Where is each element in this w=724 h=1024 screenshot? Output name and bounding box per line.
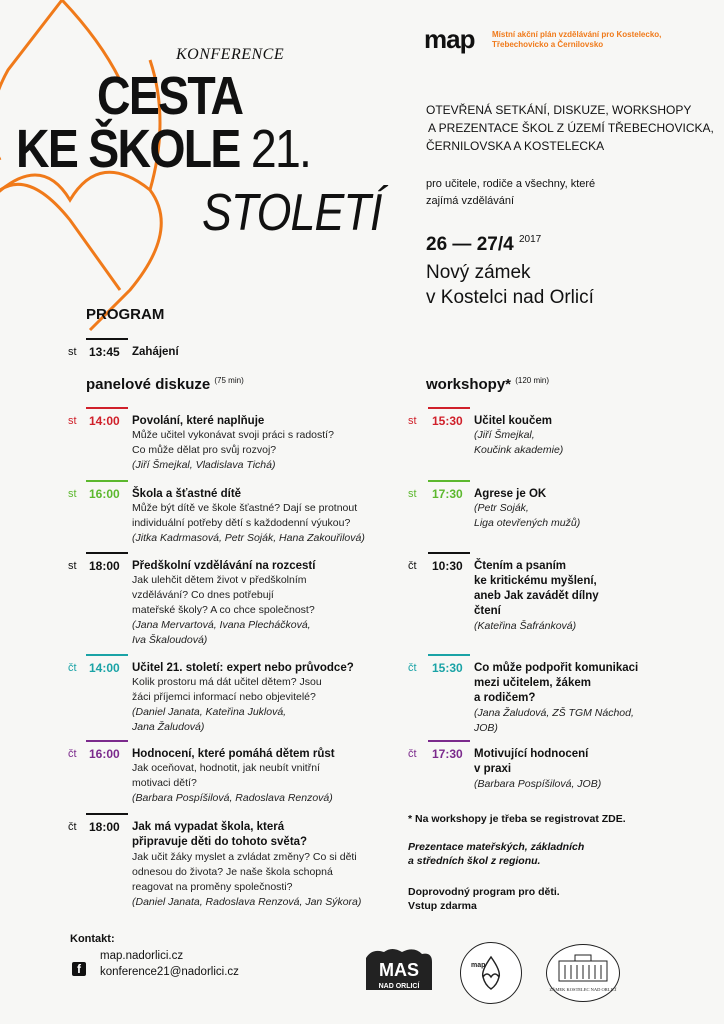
workshop-bar — [428, 480, 470, 482]
workshop-day: st — [408, 488, 417, 500]
panel-bar — [86, 813, 128, 815]
workshop-author-line: (Barbara Pospíšilová, JOB) — [474, 778, 602, 790]
panel-bar — [86, 552, 128, 554]
workshop-authors — [474, 706, 634, 736]
panel-title-line: připravuje děti do tohoto světa? — [132, 836, 308, 848]
workshop-title: Učitel koučem — [474, 415, 552, 427]
workshops-heading — [426, 376, 549, 393]
workshop-authors — [474, 619, 576, 634]
workshop-title — [474, 661, 638, 706]
contact-web-link[interactable]: map.nadorlici.cz — [100, 950, 184, 962]
opening-label: Zahájení — [132, 346, 179, 358]
intro-text — [426, 101, 716, 155]
panel-desc-line: odnesou do života? Je naše škola schopná — [132, 866, 333, 878]
workshop-author-line: (Jana Žaludová, ZŠ TGM Náchod, — [474, 707, 634, 719]
title-line-2-bold: KE ŠKOLE — [16, 119, 240, 179]
venue — [426, 260, 686, 310]
panel-bar — [86, 407, 128, 409]
workshop-bar — [428, 654, 470, 656]
workshop-author-line: Liga otevřených mužů) — [474, 517, 581, 529]
workshop-day: čt — [408, 662, 417, 674]
workshop-day: čt — [408, 560, 417, 572]
venue-line-2: v Kostelci nad Orlicí — [426, 287, 594, 308]
workshop-title-line: Co může podpořit komunikaci — [474, 662, 639, 674]
panel-title: Hodnocení, které pomáhá dětem růst — [132, 748, 335, 760]
panel-authors: (Jitka Kadrmasová, Petr Soják, Hana Zakouřilová) — [132, 532, 365, 544]
workshop-authors — [474, 501, 580, 531]
panels-heading — [86, 376, 244, 393]
panel-time: 14:00 — [89, 661, 120, 675]
panel-desc-line: motivaci dětí? — [132, 777, 197, 789]
workshop-day: st — [408, 415, 417, 427]
opening-time: 13:45 — [89, 345, 120, 359]
panel-time: 16:00 — [89, 747, 120, 761]
workshop-authors — [474, 777, 601, 792]
workshop-title-line: Motivující hodnocení — [474, 748, 589, 760]
workshop-title-line: aneb Jak zavádět dílny — [474, 590, 599, 602]
workshop-title-line: a rodičem? — [474, 692, 536, 704]
panel-desc-line: Jak oceňovat, hodnotit, jak neubít vnitřní — [132, 762, 320, 774]
panel-day: čt — [68, 748, 77, 760]
workshops-title: workshopy* — [426, 376, 512, 393]
panel-description — [132, 675, 322, 735]
panel-desc-line: Může učitel vykonávat svoji práci s radostí? — [132, 429, 334, 441]
registration-note[interactable] — [408, 812, 626, 826]
registration-text[interactable]: * Na workshopy je třeba se registrovat ZDE. — [408, 813, 626, 825]
heart-drop-icon — [461, 943, 521, 1003]
intro-line-1: OTEVŘENÁ SETKÁNÍ, DISKUZE, WORKSHOPY — [426, 103, 692, 117]
panel-description — [132, 761, 333, 806]
panel-authors: (Daniel Janata, Kateřina Juklová, — [132, 706, 287, 718]
panel-title: Škola a šťastné dítě — [132, 488, 242, 500]
panels-title: panelové diskuze — [86, 376, 211, 393]
panel-title: Učitel 21. století: expert nebo průvodce? — [132, 662, 354, 674]
panel-title — [132, 820, 307, 850]
panel-bar — [86, 654, 128, 656]
side-program-note — [408, 885, 560, 913]
panel-desc-line: Jak učit žáky myslet a zvládat změny? Co si děti — [132, 851, 357, 863]
event-dates — [426, 234, 541, 256]
title-line-1: CESTA — [97, 66, 243, 126]
castle-icon — [547, 945, 619, 1001]
panel-description — [132, 850, 361, 910]
workshop-title — [474, 747, 588, 777]
panel-title-line: Jak má vypadat škola, která — [132, 821, 285, 833]
workshop-title-line: v praxi — [474, 763, 512, 775]
workshop-time: 15:30 — [432, 414, 463, 428]
workshop-time: 15:30 — [432, 661, 463, 675]
panel-bar — [86, 480, 128, 482]
panel-desc-line: Kolik prostoru má dát učitel dětem? Jsou — [132, 676, 322, 688]
panels-duration: (75 min) — [214, 376, 244, 385]
workshop-author-line: JOB) — [474, 722, 498, 734]
panel-bar — [86, 740, 128, 742]
workshop-author-line: (Jiří Šmejkal, — [474, 429, 535, 441]
panel-time: 18:00 — [89, 559, 120, 573]
panel-authors: (Barbara Pospíšilová, Radoslava Renzová) — [132, 792, 333, 804]
panel-authors: Iva Škaloudová) — [132, 634, 208, 646]
workshop-time: 17:30 — [432, 487, 463, 501]
panel-title: Předškolní vzdělávání na rozcestí — [132, 560, 316, 572]
workshop-bar — [428, 407, 470, 409]
panel-day: st — [68, 415, 77, 427]
contact-email-link[interactable]: konference21@nadorlici.cz — [100, 966, 239, 978]
facebook-icon[interactable]: f — [72, 962, 86, 976]
intro-line-3: ČERNILOVSKA A KOSTELECKA — [426, 139, 605, 153]
panel-authors: (Jiří Šmejkal, Vladislava Tichá) — [132, 459, 276, 471]
intro-line-2: A PREZENTACE ŠKOL Z ÚZEMÍ TŘEBECHOVICKA, — [428, 121, 714, 135]
workshops-duration: (120 min) — [515, 376, 549, 385]
panel-authors: Jana Žaludová) — [132, 721, 205, 733]
mas-logo-text: MAS — [379, 960, 419, 980]
program-heading: PROGRAM — [86, 306, 165, 323]
mas-logo-subtext: NAD ORLICÍ — [378, 983, 420, 990]
workshop-author-line: (Petr Soják, — [474, 502, 529, 514]
venue-line-1: Nový zámek — [426, 262, 531, 283]
workshop-bar — [428, 740, 470, 742]
panel-desc-line: vzdělávání? Co dnes potřebují — [132, 589, 274, 601]
workshop-title — [474, 559, 599, 619]
event-year: 2017 — [518, 234, 542, 245]
workshop-title-line: ke kritickému myšlení, — [474, 575, 597, 587]
panel-time: 18:00 — [89, 820, 120, 834]
workshop-day: čt — [408, 748, 417, 760]
title-line-2 — [16, 121, 310, 177]
panel-day: čt — [68, 662, 77, 674]
panel-day: st — [68, 488, 77, 500]
panel-desc-line: mateřské školy? A co chce společnost? — [132, 604, 315, 616]
workshop-title-line: čtení — [474, 605, 501, 617]
panel-time: 14:00 — [89, 414, 120, 428]
workshop-title-line: mezi učitelem, žákem — [474, 677, 591, 689]
panel-desc-line: individuální potřeby dětí s každodenní výukou? — [132, 517, 351, 529]
map-ring-text: map — [471, 962, 486, 969]
side-program-line: Vstup zdarma — [408, 900, 477, 912]
workshop-bar — [428, 552, 470, 554]
map-logo: map — [424, 24, 475, 54]
workshop-author-line: Koučink akademie) — [474, 444, 564, 456]
side-program-line: Doprovodný program pro děti. — [408, 886, 560, 898]
panel-day: st — [68, 560, 77, 572]
zamek-kostelec-logo — [546, 944, 620, 1002]
workshop-title: Agrese je OK — [474, 488, 547, 500]
opening-day: st — [68, 346, 77, 358]
panel-authors: (Jana Mervartová, Ivana Plecháčková, — [132, 619, 311, 631]
panel-desc-line: Jak ulehčit dětem život v předškolním — [132, 574, 307, 586]
panel-desc-line: Může být dítě ve škole šťastné? Dají se protnout — [132, 502, 358, 514]
panel-desc-line: žáci příjemci informací nebo objevitelé? — [132, 691, 316, 703]
konference-label: KONFERENCE — [176, 46, 285, 63]
panel-desc-line: Co může dělat pro svůj rozvoj? — [132, 444, 277, 456]
map-logo-text: Místní akční plán vzdělávání pro Kostelecko, Třebechovicko a Černilovsko — [492, 30, 662, 49]
workshop-time: 10:30 — [432, 559, 463, 573]
title-line-2-number: 21. — [250, 119, 311, 179]
audience-text — [426, 176, 666, 210]
audience-line-2: zajímá vzdělávání — [426, 195, 515, 207]
presentation-line: a středních škol z regionu. — [408, 855, 541, 867]
panel-day: čt — [68, 821, 77, 833]
panel-time: 16:00 — [89, 487, 120, 501]
contact-heading: Kontakt: — [70, 933, 115, 945]
workshop-authors — [474, 428, 563, 458]
zamek-logo-text: ZÁMEK KOSTELEC NAD ORLICÍ — [549, 987, 617, 992]
panel-desc-line: reagovat na proměny společnosti? — [132, 881, 293, 893]
panel-description — [132, 573, 315, 648]
workshop-title-line: Čtením a psaním — [474, 560, 567, 572]
dates-text: 26 — 27/4 — [426, 234, 514, 255]
panel-description — [132, 501, 365, 546]
panel-title: Povolání, které naplňuje — [132, 415, 265, 427]
title-line-3: STOLETÍ — [202, 184, 382, 242]
workshop-author-line: (Kateřina Šafránková) — [474, 620, 577, 632]
schools-presentation-note — [408, 840, 584, 868]
panel-description — [132, 428, 334, 473]
opening-bar — [86, 338, 128, 340]
mas-nad-orlici-logo — [362, 944, 436, 994]
workshop-time: 17:30 — [432, 747, 463, 761]
audience-line-1: pro učitele, rodiče a všechny, které — [426, 178, 596, 190]
presentation-line: Prezentace mateřských, základních — [408, 841, 585, 853]
map-ring-logo — [460, 942, 522, 1004]
panel-authors: (Daniel Janata, Radoslava Renzová, Jan Sýkora) — [132, 896, 362, 908]
